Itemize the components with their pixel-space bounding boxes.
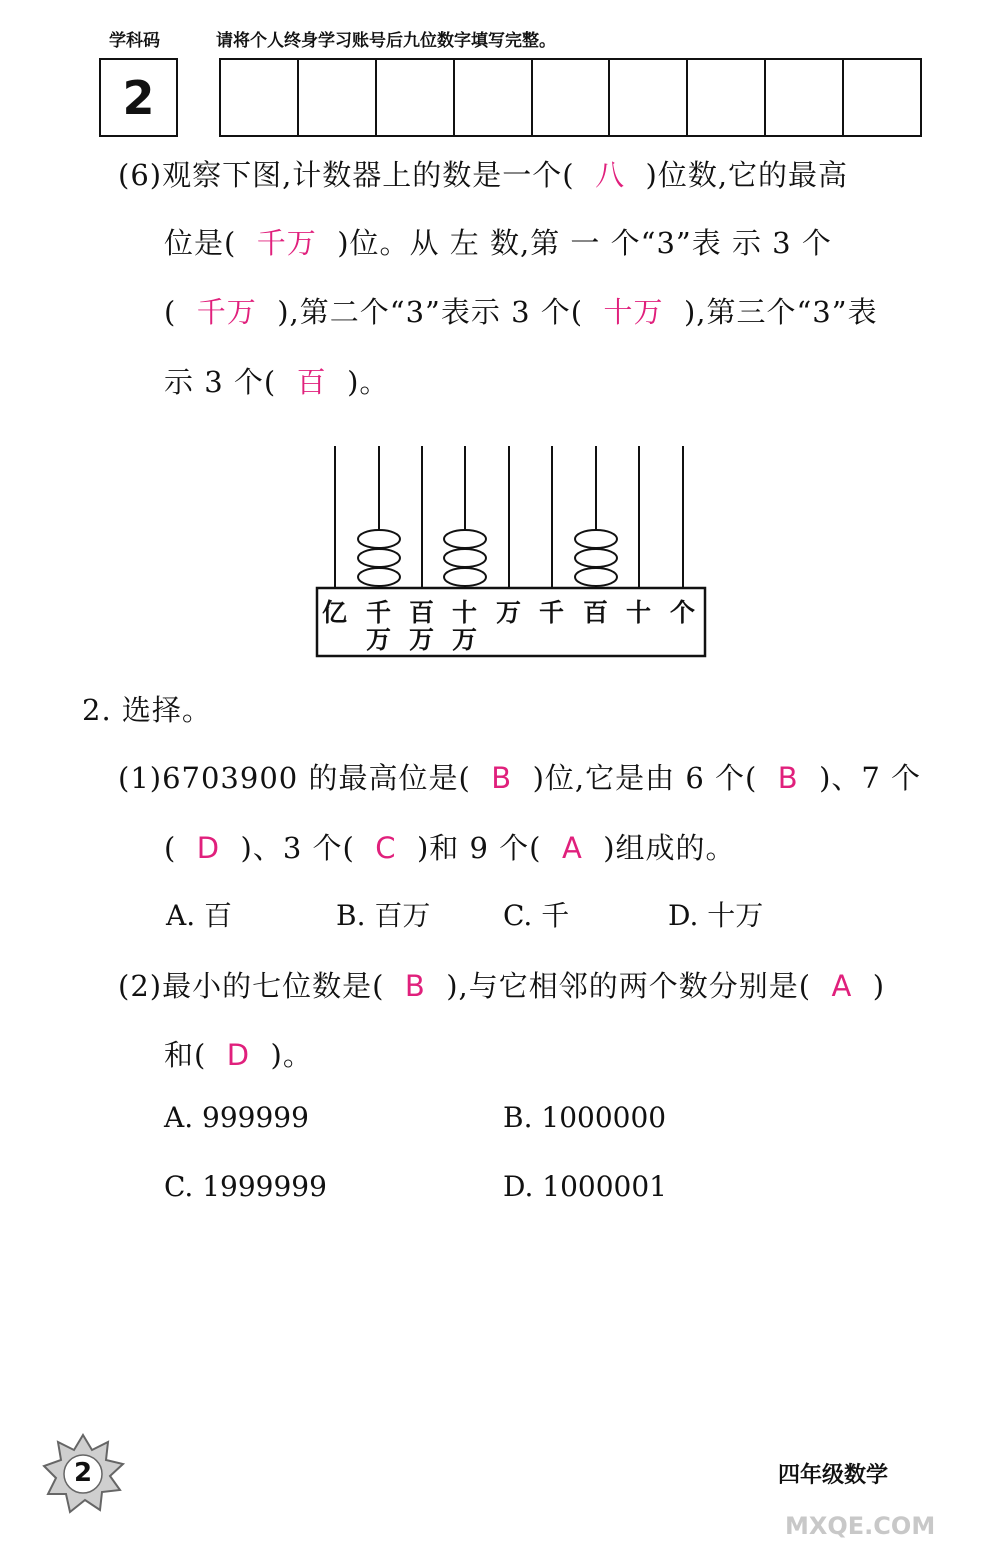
- id-digit-box[interactable]: [610, 60, 688, 135]
- id-digit-box[interactable]: [377, 60, 455, 135]
- abacus-place-label: 万: [452, 625, 478, 654]
- q2-2-option-b: B. 1000000: [503, 1101, 667, 1134]
- q6-text: 位是(: [164, 226, 237, 260]
- abacus-bead: [358, 530, 400, 548]
- q6-text: ),第三个“3”表: [683, 295, 878, 329]
- q2-1-answer-4: C: [375, 831, 397, 865]
- abacus-bead: [444, 549, 486, 567]
- q2-2-answer-2: A: [831, 969, 853, 1003]
- abacus-place-label: 亿: [322, 598, 348, 627]
- id-instruction: 请将个人终身学习账号后九位数字填写完整。: [216, 31, 556, 51]
- abacus-bead: [358, 549, 400, 567]
- id-digit-box[interactable]: [299, 60, 377, 135]
- abacus-place-label: 个: [670, 598, 696, 627]
- q6-answer-digits: 八: [595, 158, 626, 192]
- abacus-place-label: 百: [409, 598, 435, 627]
- q2-1-text: (: [164, 831, 177, 865]
- abacus-bead: [444, 530, 486, 548]
- q2-1-text: )和 9 个(: [416, 831, 542, 865]
- q6-text: (: [164, 295, 177, 329]
- q6-line-4: [164, 360, 389, 401]
- q2-1-text: )、7 个: [819, 761, 922, 795]
- q2-2-option-d: D. 1000001: [503, 1170, 667, 1203]
- q2-1-line-2: [164, 826, 736, 867]
- q2-1-answer-5: A: [561, 831, 583, 865]
- id-digit-box[interactable]: [455, 60, 533, 135]
- id-digit-box[interactable]: [766, 60, 844, 135]
- q6-line-3: [164, 290, 878, 331]
- q6-answer-second-3: 十万: [603, 295, 664, 329]
- abacus-bead: [575, 549, 617, 567]
- q6-answer-highest-place: 千万: [256, 226, 317, 260]
- book-title: 四年级数学: [778, 1463, 889, 1488]
- q6-answer-first-3: 千万: [196, 295, 257, 329]
- q6-text: (6)观察下图,计数器上的数是一个(: [118, 158, 575, 192]
- q2-1-text: )位,它是由 6 个(: [532, 761, 758, 795]
- abacus-place-label: 十: [452, 598, 478, 627]
- q2-1-option-d: D. 十万: [668, 899, 764, 932]
- q2-2-text: )。: [270, 1038, 313, 1072]
- q2-title: 2. 选择。: [82, 693, 212, 727]
- abacus-place-label: 十: [626, 598, 652, 627]
- abacus-bead: [444, 568, 486, 586]
- q6-line-1: [118, 153, 848, 194]
- q2-2-text: ),与它相邻的两个数分别是(: [446, 969, 812, 1003]
- id-digit-box[interactable]: [688, 60, 766, 135]
- q6-text: ),第二个“3”表示 3 个(: [277, 295, 584, 329]
- abacus-figure: [300, 440, 720, 670]
- abacus-bead: [358, 568, 400, 586]
- abacus-place-label: 万: [409, 625, 435, 654]
- q2-1-option-b: B. 百万: [336, 899, 431, 932]
- abacus-place-label: 千: [539, 598, 565, 627]
- q2-1-option-a: A. 百: [166, 899, 233, 932]
- q2-1-option-c: C. 千: [503, 899, 570, 932]
- page-number: 2: [73, 1458, 93, 1488]
- q2-2-answer-1: B: [404, 969, 426, 1003]
- q2-2-option-a: A. 999999: [164, 1101, 309, 1134]
- q2-2-answer-3: D: [226, 1038, 251, 1072]
- q2-1-answer-2: B: [777, 761, 799, 795]
- abacus-bead: [575, 568, 617, 586]
- q2-2-text: 和(: [164, 1038, 207, 1072]
- q6-text: )。: [347, 365, 390, 399]
- q2-1-answer-3: D: [196, 831, 221, 865]
- q6-text: 示 3 个(: [164, 365, 277, 399]
- q2-1-text: )、3 个(: [240, 831, 355, 865]
- id-digit-box[interactable]: [844, 60, 920, 135]
- q6-line-2: [164, 221, 832, 262]
- q2-1-answer-1: B: [491, 761, 513, 795]
- abacus-bead: [575, 530, 617, 548]
- id-digit-box[interactable]: [533, 60, 611, 135]
- q2-2-line-1: [118, 964, 885, 1005]
- q2-1-text: )组成的。: [603, 831, 736, 865]
- q2-2-text: (2)最小的七位数是(: [118, 969, 385, 1003]
- q2-2-option-c: C. 1999999: [164, 1170, 327, 1203]
- watermark-text: MXQE.COM: [785, 1512, 936, 1540]
- abacus-place-label: 百: [583, 598, 609, 627]
- id-digit-box[interactable]: [221, 60, 299, 135]
- subject-code-label: 学科码: [109, 31, 160, 51]
- abacus-place-label: 万: [366, 625, 392, 654]
- subject-code-value: 2: [122, 70, 155, 125]
- q2-2-text: ): [872, 969, 886, 1003]
- abacus-place-label: 千: [366, 598, 392, 627]
- subject-code-box: [99, 58, 178, 137]
- abacus-place-label: 万: [496, 598, 522, 627]
- q6-text: )位数,它的最高: [645, 158, 849, 192]
- account-id-grid: [219, 58, 922, 137]
- q6-answer-third-3: 百: [296, 365, 327, 399]
- q2-2-line-2: [164, 1033, 313, 1074]
- q2-1-line-1: [118, 756, 921, 797]
- q2-1-text: (1)6703900 的最高位是(: [118, 761, 471, 795]
- q6-text: )位。从 左 数,第 一 个“3”表 示 3 个: [337, 226, 832, 260]
- abacus-beads: [358, 530, 617, 586]
